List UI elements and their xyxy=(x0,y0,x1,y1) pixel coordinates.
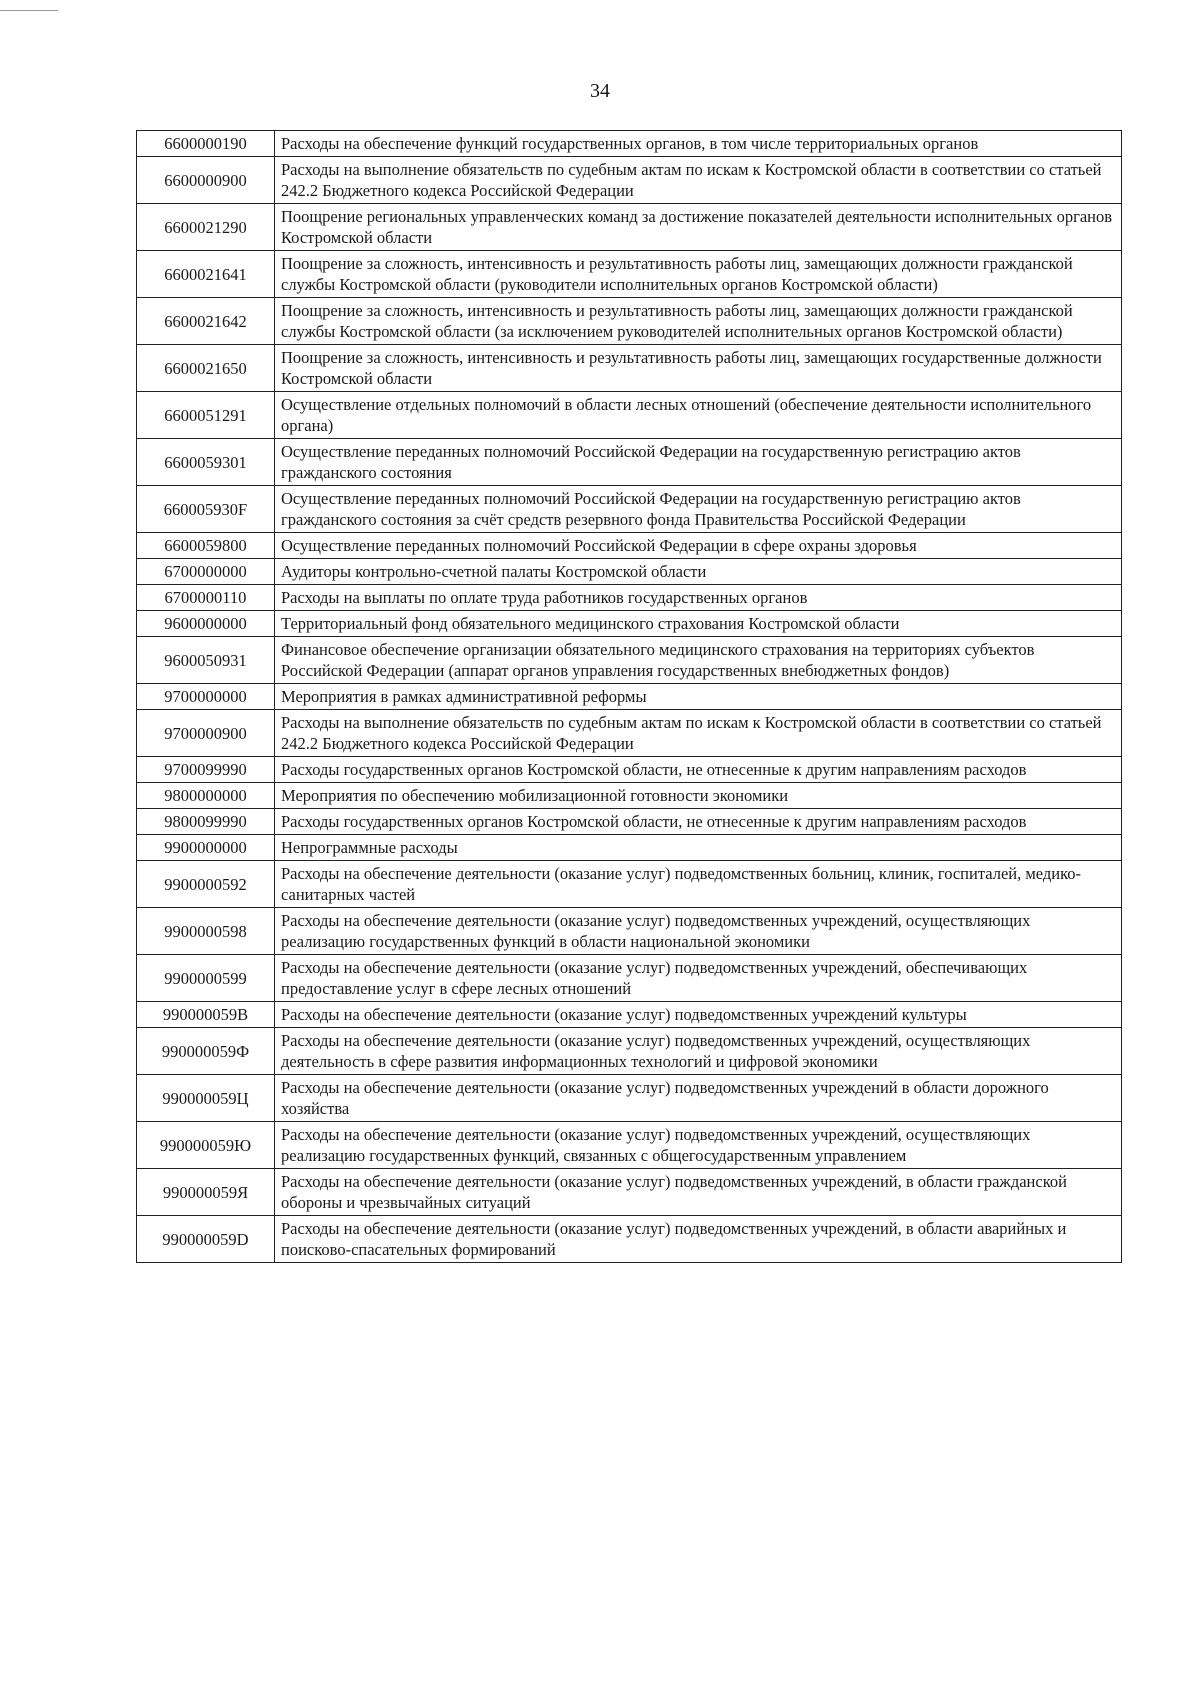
table-row xyxy=(137,1216,1122,1263)
row-code: 990000059Ц xyxy=(137,1075,275,1122)
row-code: 990000059В xyxy=(137,1002,275,1028)
row-description: Расходы на выполнение обязательств по судебным актам по искам к Костромской области в соответствии со статьей 242.2 Бюджетного кодекса Российской Федерации xyxy=(275,710,1122,757)
table-row xyxy=(137,710,1122,757)
row-description: Осуществление переданных полномочий Российской Федерации в сфере охраны здоровья xyxy=(275,533,1122,559)
table-row xyxy=(137,1122,1122,1169)
table-row xyxy=(137,131,1122,157)
row-description: Осуществление переданных полномочий Российской Федерации на государственную регистрацию актов гражданского состояния xyxy=(275,439,1122,486)
row-code: 9700000900 xyxy=(137,710,275,757)
table-row xyxy=(137,486,1122,533)
row-description: Расходы на обеспечение деятельности (оказание услуг) подведомственных больниц, клиник, госпиталей, медико-санитарных частей xyxy=(275,861,1122,908)
row-description: Расходы на обеспечение функций государственных органов, в том числе территориальных органов xyxy=(275,131,1122,157)
row-description: Расходы на обеспечение деятельности (оказание услуг) подведомственных учреждений, осуществляющих реализацию государственных функций в области национальной экономики xyxy=(275,908,1122,955)
row-description: Расходы на обеспечение деятельности (оказание услуг) подведомственных учреждений, в области аварийных и поисково-спасательных формирований xyxy=(275,1216,1122,1263)
row-code: 6600000900 xyxy=(137,157,275,204)
row-description: Осуществление отдельных полномочий в области лесных отношений (обеспечение деятельности исполнительного органа) xyxy=(275,392,1122,439)
row-code: 6700000110 xyxy=(137,585,275,611)
row-code: 6600021642 xyxy=(137,298,275,345)
row-code: 6700000000 xyxy=(137,559,275,585)
row-description: Расходы на обеспечение деятельности (оказание услуг) подведомственных учреждений культуры xyxy=(275,1002,1122,1028)
row-code: 990000059Я xyxy=(137,1169,275,1216)
row-description: Непрограммные расходы xyxy=(275,835,1122,861)
row-code: 6600051291 xyxy=(137,392,275,439)
table-row xyxy=(137,439,1122,486)
table-row xyxy=(137,1028,1122,1075)
table-row xyxy=(137,757,1122,783)
row-description: Территориальный фонд обязательного медицинского страхования Костромской области xyxy=(275,611,1122,637)
row-code: 9600050931 xyxy=(137,637,275,684)
row-code: 6600021650 xyxy=(137,345,275,392)
table-row xyxy=(137,1002,1122,1028)
row-description: Мероприятия по обеспечению мобилизационной готовности экономики xyxy=(275,783,1122,809)
table-row xyxy=(137,559,1122,585)
budget-codes-table xyxy=(136,130,1122,1263)
page-number: 34 xyxy=(590,80,610,102)
row-code: 6600059800 xyxy=(137,533,275,559)
row-code: 990000059Ю xyxy=(137,1122,275,1169)
table-body xyxy=(137,131,1122,1263)
table-row xyxy=(137,684,1122,710)
table-row xyxy=(137,908,1122,955)
row-code: 6600000190 xyxy=(137,131,275,157)
row-code: 6600021641 xyxy=(137,251,275,298)
row-code: 9700000000 xyxy=(137,684,275,710)
row-code: 9900000000 xyxy=(137,835,275,861)
table-row xyxy=(137,1075,1122,1122)
table-row xyxy=(137,637,1122,684)
table-row xyxy=(137,585,1122,611)
table-row xyxy=(137,1169,1122,1216)
table-row xyxy=(137,611,1122,637)
row-code: 6600059301 xyxy=(137,439,275,486)
row-description: Поощрение за сложность, интенсивность и результативность работы лиц, замещающих должности гражданской службы Костромской области (руководители исполнительных органов Костромской области) xyxy=(275,251,1122,298)
row-description: Поощрение за сложность, интенсивность и результативность работы лиц, замещающих должности гражданской службы Костромской области (за исключением руководителей исполнительных органов Костромской области) xyxy=(275,298,1122,345)
table-row xyxy=(137,783,1122,809)
table-row xyxy=(137,955,1122,1002)
scan-edge-mark xyxy=(0,10,58,11)
row-code: 990000059D xyxy=(137,1216,275,1263)
row-code: 9600000000 xyxy=(137,611,275,637)
row-code: 660005930F xyxy=(137,486,275,533)
table-row xyxy=(137,345,1122,392)
row-description: Поощрение за сложность, интенсивность и результативность работы лиц, замещающих государственные должности Костромской области xyxy=(275,345,1122,392)
table-row xyxy=(137,157,1122,204)
row-description: Расходы на выплаты по оплате труда работников государственных органов xyxy=(275,585,1122,611)
row-code: 9800099990 xyxy=(137,809,275,835)
row-description: Расходы на обеспечение деятельности (оказание услуг) подведомственных учреждений в области дорожного хозяйства xyxy=(275,1075,1122,1122)
row-description: Расходы на обеспечение деятельности (оказание услуг) подведомственных учреждений, в области гражданской обороны и чрезвычайных ситуаций xyxy=(275,1169,1122,1216)
table-row xyxy=(137,861,1122,908)
row-description: Осуществление переданных полномочий Российской Федерации на государственную регистрацию актов гражданского состояния за счёт средств резервного фонда Правительства Российской Федерации xyxy=(275,486,1122,533)
row-code: 9900000598 xyxy=(137,908,275,955)
row-description: Расходы на обеспечение деятельности (оказание услуг) подведомственных учреждений, обеспечивающих предоставление услуг в сфере лесных отношений xyxy=(275,955,1122,1002)
row-description: Расходы государственных органов Костромской области, не отнесенные к другим направлениям расходов xyxy=(275,809,1122,835)
row-code: 990000059Ф xyxy=(137,1028,275,1075)
table-row xyxy=(137,809,1122,835)
row-description: Расходы на обеспечение деятельности (оказание услуг) подведомственных учреждений, осуществляющих реализацию государственных функций, связанных с общегосударственным управлением xyxy=(275,1122,1122,1169)
row-code: 9900000592 xyxy=(137,861,275,908)
row-description: Поощрение региональных управленческих команд за достижение показателей деятельности исполнительных органов Костромской области xyxy=(275,204,1122,251)
row-description: Аудиторы контрольно-счетной палаты Костромской области xyxy=(275,559,1122,585)
table-row xyxy=(137,533,1122,559)
table-row xyxy=(137,251,1122,298)
row-description: Расходы государственных органов Костромской области, не отнесенные к другим направлениям расходов xyxy=(275,757,1122,783)
row-description: Финансовое обеспечение организации обязательного медицинского страхования на территориях субъектов Российской Федерации (аппарат органов управления государственных внебюджетных фондов) xyxy=(275,637,1122,684)
table-row xyxy=(137,392,1122,439)
row-code: 9700099990 xyxy=(137,757,275,783)
row-description: Расходы на выполнение обязательств по судебным актам по искам к Костромской области в соответствии со статьей 242.2 Бюджетного кодекса Российской Федерации xyxy=(275,157,1122,204)
table-row xyxy=(137,835,1122,861)
row-code: 9800000000 xyxy=(137,783,275,809)
row-description: Мероприятия в рамках административной реформы xyxy=(275,684,1122,710)
row-description: Расходы на обеспечение деятельности (оказание услуг) подведомственных учреждений, осуществляющих деятельность в сфере развития информационных технологий и цифровой экономики xyxy=(275,1028,1122,1075)
table-row xyxy=(137,298,1122,345)
table-row xyxy=(137,204,1122,251)
row-code: 6600021290 xyxy=(137,204,275,251)
row-code: 9900000599 xyxy=(137,955,275,1002)
